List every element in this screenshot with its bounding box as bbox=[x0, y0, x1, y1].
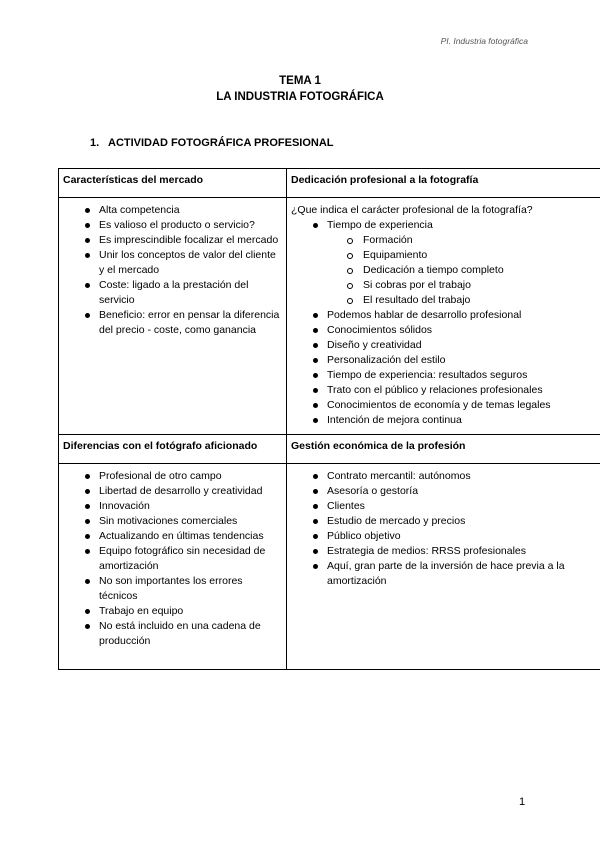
list-item: Equipo fotográfico sin necesidad de amortización bbox=[63, 544, 282, 574]
dedication-intro: ¿Que indica el carácter profesional de la fotografía? bbox=[291, 204, 533, 216]
economics-list bbox=[291, 469, 596, 589]
economics-header: Gestión económica de la profesión bbox=[287, 435, 600, 464]
page-number: 1 bbox=[519, 796, 526, 808]
list-item: Actualizando en últimas tendencias bbox=[63, 529, 282, 544]
dedication-list bbox=[291, 218, 596, 428]
list-item: Es valioso el producto o servicio? bbox=[63, 218, 282, 233]
title-line-1: TEMA 1 bbox=[279, 75, 321, 87]
market-header: Características del mercado bbox=[59, 169, 287, 198]
list-item: Coste: ligado a la prestación del servicio bbox=[63, 278, 282, 308]
list-item: Aquí, gran parte de la inversión de hace previa a la amortización bbox=[291, 559, 596, 589]
list-item: Libertad de desarrollo y creatividad bbox=[63, 484, 282, 499]
list-item: No son importantes los errores técnicos bbox=[63, 574, 282, 604]
running-header: PI. Industria fotográfica bbox=[440, 36, 528, 46]
section-heading bbox=[90, 137, 334, 149]
economics-cell bbox=[287, 464, 600, 670]
list-item: Beneficio: error en pensar la diferencia del precio - coste, como ganancia bbox=[63, 308, 282, 338]
list-item: Público objetivo bbox=[291, 529, 596, 544]
list-item: No está incluido en una cadena de producción bbox=[63, 619, 282, 649]
list-item: Conocimientos de economía y de temas legales bbox=[291, 398, 596, 413]
dedication-cell bbox=[287, 198, 600, 435]
list-item: Contrato mercantil: autónomos bbox=[291, 469, 596, 484]
list-item: Tiempo de experiencia: resultados seguros bbox=[291, 368, 596, 383]
title-line-2: LA INDUSTRIA FOTOGRÁFICA bbox=[216, 91, 384, 103]
list-item: Asesoría o gestoría bbox=[291, 484, 596, 499]
list-item: Es imprescindible focalizar el mercado bbox=[63, 233, 282, 248]
amateur-list bbox=[63, 469, 282, 649]
list-item: Tiempo de experiencia bbox=[291, 218, 596, 233]
list-item: Estrategia de medios: RRSS profesionales bbox=[291, 544, 596, 559]
list-item: Estudio de mercado y precios bbox=[291, 514, 596, 529]
section-title: ACTIVIDAD FOTOGRÁFICA PROFESIONAL bbox=[108, 137, 334, 149]
list-item: Conocimientos sólidos bbox=[291, 323, 596, 338]
page-title bbox=[0, 73, 600, 105]
sub-list-item: Formación bbox=[291, 233, 596, 248]
market-list bbox=[63, 203, 282, 338]
dedication-header: Dedicación profesional a la fotografía bbox=[287, 169, 600, 198]
sub-list-item: Equipamiento bbox=[291, 248, 596, 263]
sub-list-item: Dedicación a tiempo completo bbox=[291, 263, 596, 278]
list-item: Diseño y creatividad bbox=[291, 338, 596, 353]
list-item: Trabajo en equipo bbox=[63, 604, 282, 619]
list-item: Profesional de otro campo bbox=[63, 469, 282, 484]
amateur-header: Diferencias con el fotógrafo aficionado bbox=[59, 435, 287, 464]
sub-list-item: El resultado del trabajo bbox=[291, 293, 596, 308]
list-item: Sin motivaciones comerciales bbox=[63, 514, 282, 529]
list-item: Intención de mejora continua bbox=[291, 413, 596, 428]
list-item: Personalización del estilo bbox=[291, 353, 596, 368]
list-item: Clientes bbox=[291, 499, 596, 514]
list-item: Trato con el público y relaciones profesionales bbox=[291, 383, 596, 398]
list-item: Podemos hablar de desarrollo profesional bbox=[291, 308, 596, 323]
amateur-cell bbox=[59, 464, 287, 670]
sub-list-item: Si cobras por el trabajo bbox=[291, 278, 596, 293]
list-item: Alta competencia bbox=[63, 203, 282, 218]
list-item: Innovación bbox=[63, 499, 282, 514]
section-number: 1. bbox=[90, 137, 100, 149]
content-table bbox=[58, 168, 600, 670]
market-cell bbox=[59, 198, 287, 435]
list-item: Unir los conceptos de valor del cliente y el mercado bbox=[63, 248, 282, 278]
